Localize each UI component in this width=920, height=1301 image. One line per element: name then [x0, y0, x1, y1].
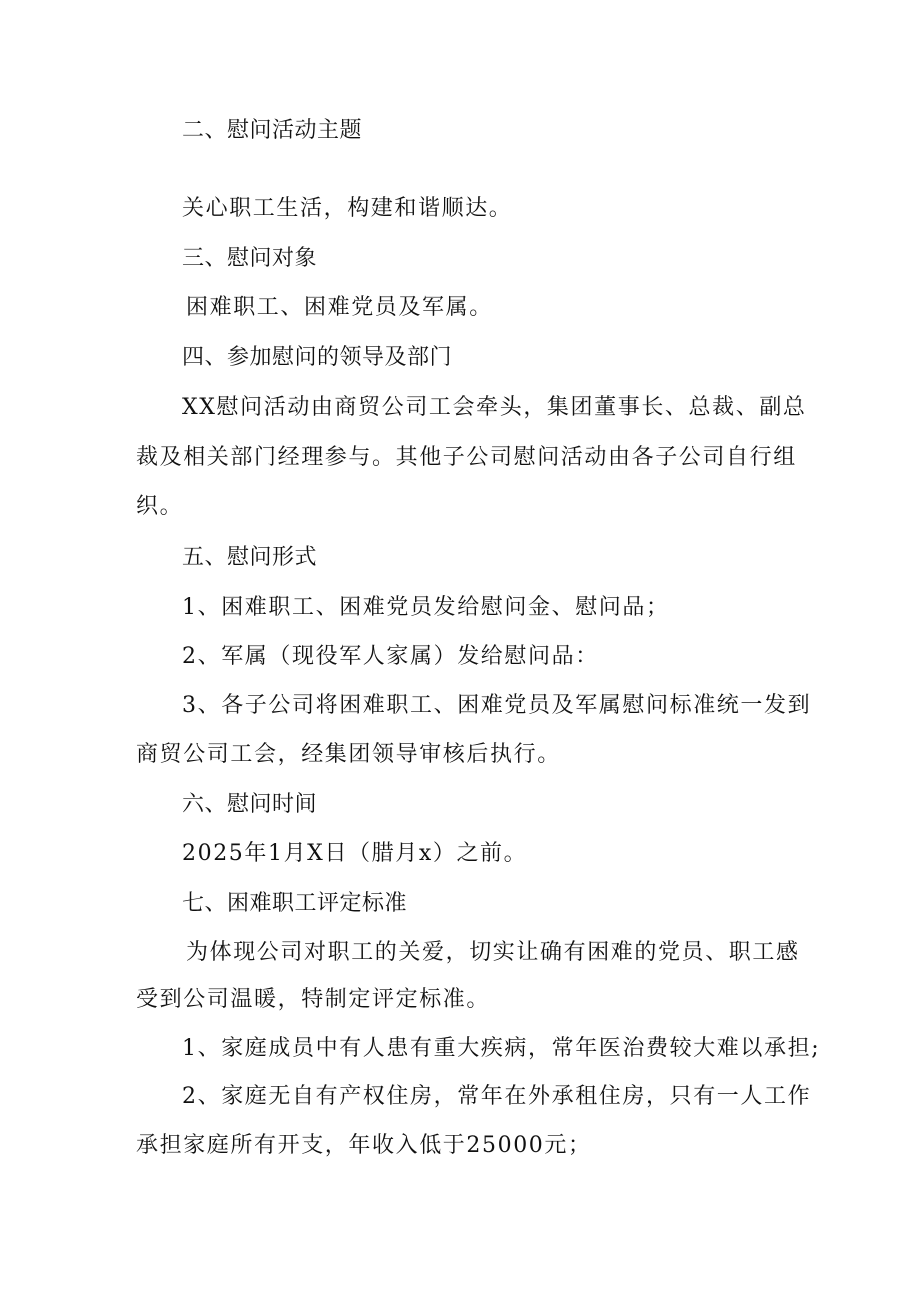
- heading-leaders: 四、参加慰问的领导及部门: [182, 345, 453, 370]
- paragraph: 困难职工、困难党员及军属。: [186, 295, 493, 320]
- list-item-continued: 承担家庭所有开支，年收入低于25000元；: [136, 1133, 592, 1158]
- heading-criteria: 七、困难职工评定标准: [182, 891, 408, 916]
- paragraph: 2025年1月X日（腊月x）之前。: [182, 841, 528, 866]
- heading-time: 六、慰问时间: [182, 792, 318, 817]
- paragraph-line: 受到公司温暖，特制定评定标准。: [136, 987, 491, 1012]
- list-item-continued: 商贸公司工会，经集团领导审核后执行。: [136, 742, 561, 767]
- heading-form: 五、慰问形式: [182, 545, 318, 570]
- paragraph-line: 为体现公司对职工的关爱，切实让确有困难的党员、职工感: [186, 940, 800, 965]
- list-item: 2、军属（现役军人家属）发给慰问品：: [182, 644, 599, 669]
- heading-theme: 二、慰问活动主题: [182, 118, 363, 143]
- paragraph: 关心职工生活，构建和谐顺达。: [182, 196, 513, 221]
- heading-targets: 三、慰问对象: [182, 246, 318, 271]
- list-item: 1、家庭成员中有人患有重大疾病，常年医治费较大难以承担;: [182, 1036, 821, 1061]
- paragraph-line: 裁及相关部门经理参与。其他子公司慰问活动由各子公司自行组: [136, 445, 797, 470]
- list-item: 1、困难职工、困难党员发给慰问金、慰问品；: [182, 595, 670, 620]
- paragraph-line: XX慰问活动由商贸公司工会牵头，集团董事长、总裁、副总: [182, 395, 807, 420]
- list-item: 3、各子公司将困难职工、困难党员及军属慰问标准统一发到: [182, 693, 812, 718]
- list-item: 2、家庭无自有产权住房，常年在外承租住房，只有一人工作: [182, 1084, 812, 1109]
- paragraph-line: 织。: [136, 494, 184, 519]
